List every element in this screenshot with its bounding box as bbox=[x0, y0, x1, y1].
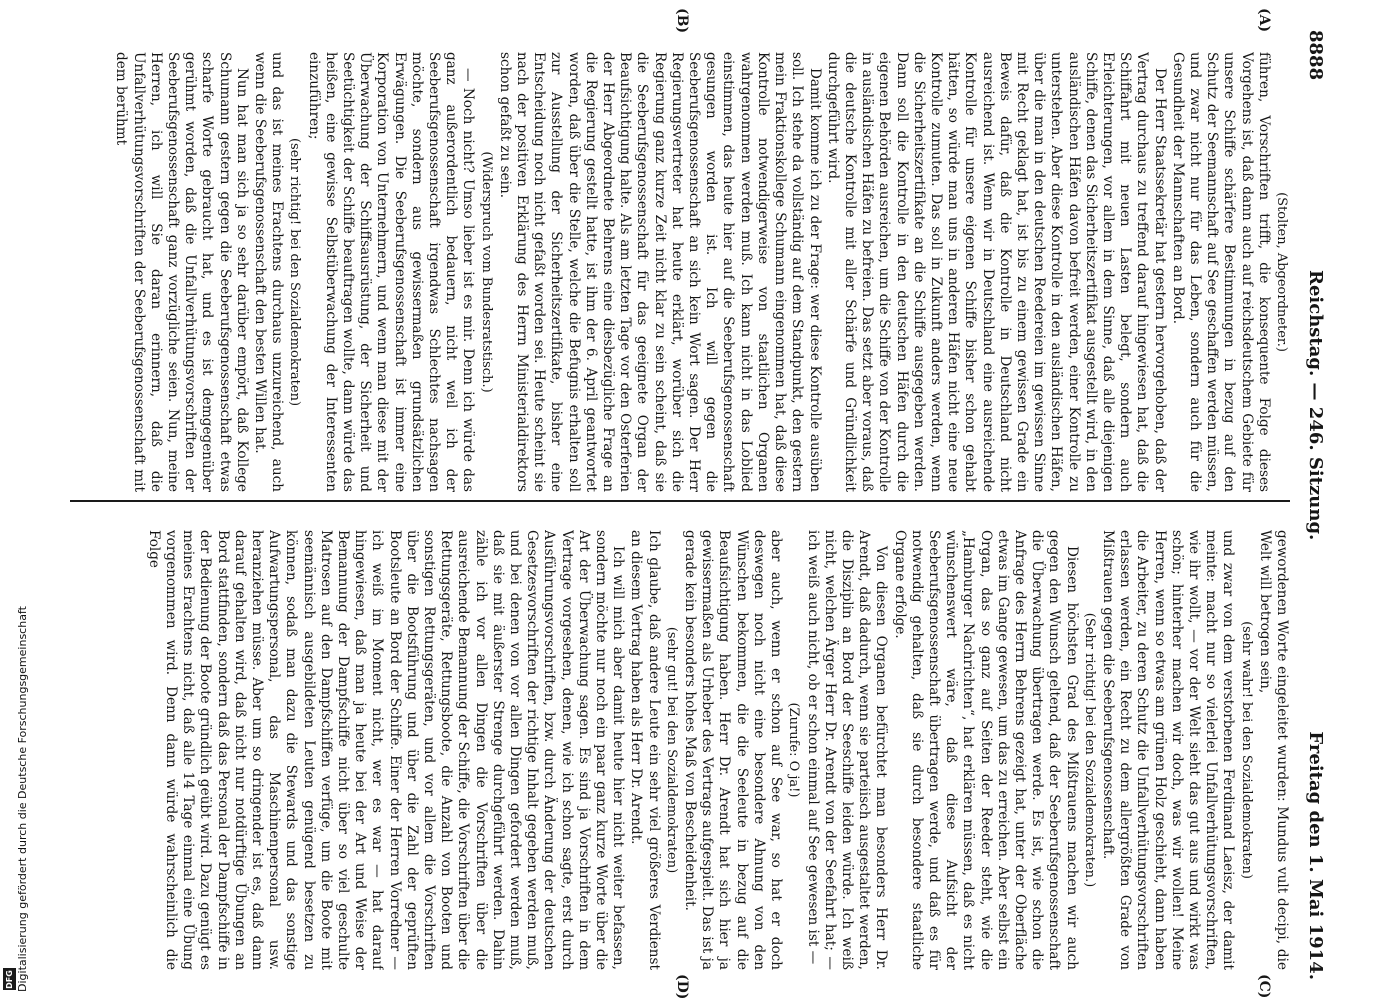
paragraph: Der Herr Staatssekretär hat gestern hervorgehoben, daß der Vertrag durchaus zu treffend darauf hingewiesen hat, daß die Schiffahrt mit neuen Lasten belegt, sondern auch Erleichterungen, vor allem in dem Sinne, daß alle diejenigen Schiffe, denen das Sicherheitszertifikat ausgestellt wird, in den ausländischen Häfen davon befreit werden, einer Kontrolle zu unterstehen. Aber diese Kontrolle in den ausländischen Häfen, über die man in den deutschen Reedereien im gewissen Sinne mit Recht geklagt hat, ist bis zu einem gewissen Grade ein Beweis dafür, daß die Kontrolle in Deutschland nicht ausreichend ist. Wenn wir in Deutschland eine ausreichende Kontrolle für unsere eigenen Schiffe bisher schon gehabt hätten, so würde man uns in anderen Häfen nicht eine neue Kontrolle zumuten. Das soll in Zukunft anders werden, wenn die Sicherheitszertifikate an die Schiffe ausgegeben werden. Dann soll die Kontrolle in den deutschen Häfen durch die eigenen Behörden ausreichen, um die Schiffe von der Kontrolle in ausländischen Häfen zu befreien. Das setzt aber voraus, daß die deutsche Kontrolle mit aller Schärfe und Gründlichkeit durchgeführt wird. bbox=[824, 52, 1168, 492]
paragraph: (sehr richtig! bei den Sozialdemokraten) bbox=[287, 137, 303, 407]
paragraph: Damit komme ich zu der Frage: wer diese Kontrolle ausüben soll. Ich stehe da vollständig auf dem Standpunkt, den gestern mein Fraktionskollege Schumann eingenommen hat, daß diese Kontrolle notwendigerweise von staatlichen Organen wahrgenommen werden muß. Ich kann nicht in das Loblied einstimmen, das heute hier auf die Seeberufsgenossenschaft gesungen worden ist. Ich will gegen die Seeberufsgenossenschaft an sich kein Wort sagen. Der Herr Regierungsvertreter hat heute erklärt, worüber sich die Regierung ganz kurze Zeit nicht klar zu sein scheint, daß sie die Seeberufsgenossenschaft für das geeignete Organ der Beaufsichtigung halte. Als am letzten Tage vor den Osterferien der Herr Abgeordnete Behrens eine diesbezügliche Frage an die Regierung gestellt hatte, ist ihm der 6. April geantwortet worden, daß über die Stelle, welche die Befugnis erhalten soll zur Ausstellung der Sicherheitszertifikate, bisher eine Entscheidung noch nicht gefaßt worden sei. Heute scheint sie nach der positiven Erklärung des Herrn Ministerialdirektors schon gefaßt zu sein. bbox=[496, 52, 823, 492]
paragraph: führen, Vorschriften trifft, die konsequente Folge dieses Vorgehens ist, daß dann auch auf reichsdeutschem Gebiete für unsere Schiffe schärfere Bestimmungen in bezug auf den Schutz der Seemannschaft auf See geschaffen werden müssen, und zwar nicht nur für das Leben, sondern auch für die Gesundheit der Mannschaften an Bord. bbox=[1169, 52, 1272, 492]
dfg-logo bbox=[3, 968, 16, 990]
paragraph: Ich will mich aber damit heute hier nicht weiter befassen, sondern möchte nur noch ein paar ganz kurze Worte über die Art der Überwachung sagen. Es sind ja Vorschriften in dem Vertrage vorgesehen, denen, wie ich schon sagte, erst durch Ausführungsvorschriften, bzw. durch Änderung der deutschen Gesetzesvorschriften der richtige Inhalt gegeben werden muß, und bei denen von vor allen Dingen gefordert werden muß, daß sie mit äußerster Strenge durchgeführt werden. Dahin zähle ich vor allen Dingen die Vorschriften über die ausreichende Bemannung der Schiffe, die Vorschriften über die Rettungsgeräte, Rettungsboote, die Anzahl von Booten und sonstigen Rettungsgeräten, und vor allem die Vorschriften über die Bootsführung und über die Zahl der geprüften Bootsleute an Bord der Schiffe. Einer der Herren Vorredner — ich weiß im Moment nicht, wer es war — hat darauf hingewiesen, daß man ja heute bei der Art und Weise der Bemannung der Dampfschiffe nicht über so viel geschulte Matrosen auf den Dampfschiffen verfüge, um die Boote mit seemännisch ausgebildeten Leuten genügend besetzen zu können, sodaß man dazu die Stewards und das sonstige Aufwartungspersonal, das Maschinenpersonal usw. heranziehen müsse. Aber um so dringender ist es, daß dann darauf gehalten wird, daß nicht nur notdürftige Übungen an Bord stattfinden, sondern daß das Personal der Dampfschiffe in der Bedienung der Boote gründlich geübt wird. Dazu genügt es meines Erachtens nicht, daß alle 14 Tage einmal eine Übung vorgenommen wird. Denn dann würde wahrscheinlich die Folge bbox=[145, 530, 627, 970]
paragraph: Ich glaube, daß andere Leute ein sehr viel größeres Verdienst an diesem Vertrag haben als Herr Dr. Arendt. bbox=[628, 530, 662, 970]
paragraph: (Widerspruch vom Bundesratstisch.) bbox=[478, 151, 494, 393]
paragraph: Nun hat man sich ja so sehr darüber empört, daß Kollege Schumann gestern gegen die Seeberufsgenossenschaft etwas scharfe Worte gebraucht hat, und es ist demgegenüber gerühmt worden, daß die Unfallverhütungsvorschriften der Seeberufsgenossenschaft ganz vorzügliche seien. Nun, meine Herren, ich will Sie daran erinnern, daß die Unfallverhütungsvorschriften der Seeberufsgenossenschaft mit dem berühmt bbox=[113, 52, 250, 492]
paragraph: Von diesen Organen befürchtet man besonders Herr Dr. Arendt, daß dadurch, wenn sie parteiisch ausgestaltet werden, die Disziplin an Bord der Seeschiffe leiden würde. Ich weiß nicht, welchen Ärger Herr Dr. Arendt von der Seefahrt hat; — ich weiß auch nicht, ob er schon einmal auf See gewesen ist — bbox=[804, 530, 890, 970]
margin-mark-a: (A) bbox=[1256, 8, 1272, 33]
paragraph: — Noch nicht? Umso lieber ist es mir. Denn ich würde das ganz außerordentlich bedauern, nicht weil ich der Seeberufsgenossenschaft irgendwas Schlechtes nachsagen möchte, sondern aus gewissermaßen grundsätzlichen Erwägungen. Die Seeberufsgenossenschaft ist immer eine Korporation von Unternehmern, und wenn man diese mit der Überwachung der Schiffsausrüstung, der Sicherheit und Seetüchtigkeit der Schiffe beauftragen wollte, dann würde das heißen, eine gewisse Selbstüberwachung der Interessenten einzuführen; bbox=[305, 52, 477, 492]
column-divider bbox=[70, 500, 1290, 502]
page-number: 8888 bbox=[1305, 30, 1326, 81]
paragraph: aber auch, wenn er schon auf See war, so hat er doch deswegen noch nicht eine besondere Ahnung von den Wünschen bekommen, die die Seeleute in bezug auf die Beaufsichtigung haben. Herr Dr. Arendt hat sich hier ja gewissermaßen als Urheber des Vertrags aufgespielt. Das ist ja gerade kein besonders hohes Maß von Bescheidenheit. bbox=[682, 530, 785, 970]
right-column bbox=[60, 530, 1290, 970]
paragraph: Diesen höchsten Grad des Mißtrauens machen wir auch gegen den Wunsch geltend, daß der Seeberufsgenossenschaft die Überwachung übertragen werde. Es ist, wie schon die Anfrage des Herrn Behrens gezeigt hat, unter der Oberfläche etwas im Gange gewesen, um das zu erreichen. Aber selbst ein Organ, das so ganz auf Seiten der Reeder steht, wie die „Hamburger Nachrichten“, hat erklären müssen, daß es nicht wünschenswert wäre, daß diese Aufsicht der Seeberufsgenossenschaft übertragen werde, und daß es für notwendig gehalten, daß sie durch besondere staatliche Organe erfolge. bbox=[891, 530, 1080, 970]
left-column bbox=[60, 52, 1290, 492]
session-date: Freitag den 1. Mai 1914. bbox=[1305, 731, 1326, 980]
session-title: Reichstag. — 246. Sitzung. bbox=[1305, 270, 1326, 541]
margin-mark-b: (B) bbox=[674, 8, 690, 34]
digitization-credit: Digitalisierung gefördert durch die Deutsche Forschungsgemeinschaft bbox=[16, 606, 29, 992]
page-header bbox=[1300, 30, 1330, 980]
paragraph: (Zurufe: O ja!) bbox=[786, 702, 802, 798]
paragraph: (Stolten, Abgeordneter.) bbox=[1274, 192, 1289, 352]
margin-mark-d: (D) bbox=[674, 974, 690, 1000]
paragraph: gewordenen Worte eingeleitet wurden: Mundus vult decipi, die Welt will betrogen sein, bbox=[1256, 530, 1290, 970]
paragraph: (sehr gut! bei den Sozialdemokraten) bbox=[663, 626, 679, 874]
dfg-logo-text: DFG bbox=[5, 969, 15, 989]
paragraph: und das ist meines Erachtens durchaus unzureichend, auch wenn die Seeberufsgenossenschaft den besten Willen hat. bbox=[252, 52, 286, 492]
paragraph: (Sehr richtig! bei den Sozialdemokraten.) bbox=[1081, 612, 1097, 888]
rotated-page bbox=[60, 8, 1330, 1000]
margin-mark-c: (C) bbox=[1256, 974, 1272, 999]
paragraph: und zwar von dem verstorbenen Ferdinand Laeisz, der damit meinte: macht nur so vielerlei Unfallverhütungsvorschriften, wie ihr wollt, — vor der Welt sieht das gut aus und wirkt was schön; hinterher machen wir doch, was wir wollen! Meine Herren, wenn so etwas am grünen Holz geschieht, dann haben die Arbeiter, zu deren Schutz die Unfallverhütungsvorschriften erlassen werden, ein Recht zu dem allergrößten Grade von Mißtrauen gegen die Seeberufsgenossenschaft. bbox=[1099, 530, 1237, 970]
paragraph: (sehr wahr! bei den Sozialdemokraten) bbox=[1238, 621, 1254, 879]
